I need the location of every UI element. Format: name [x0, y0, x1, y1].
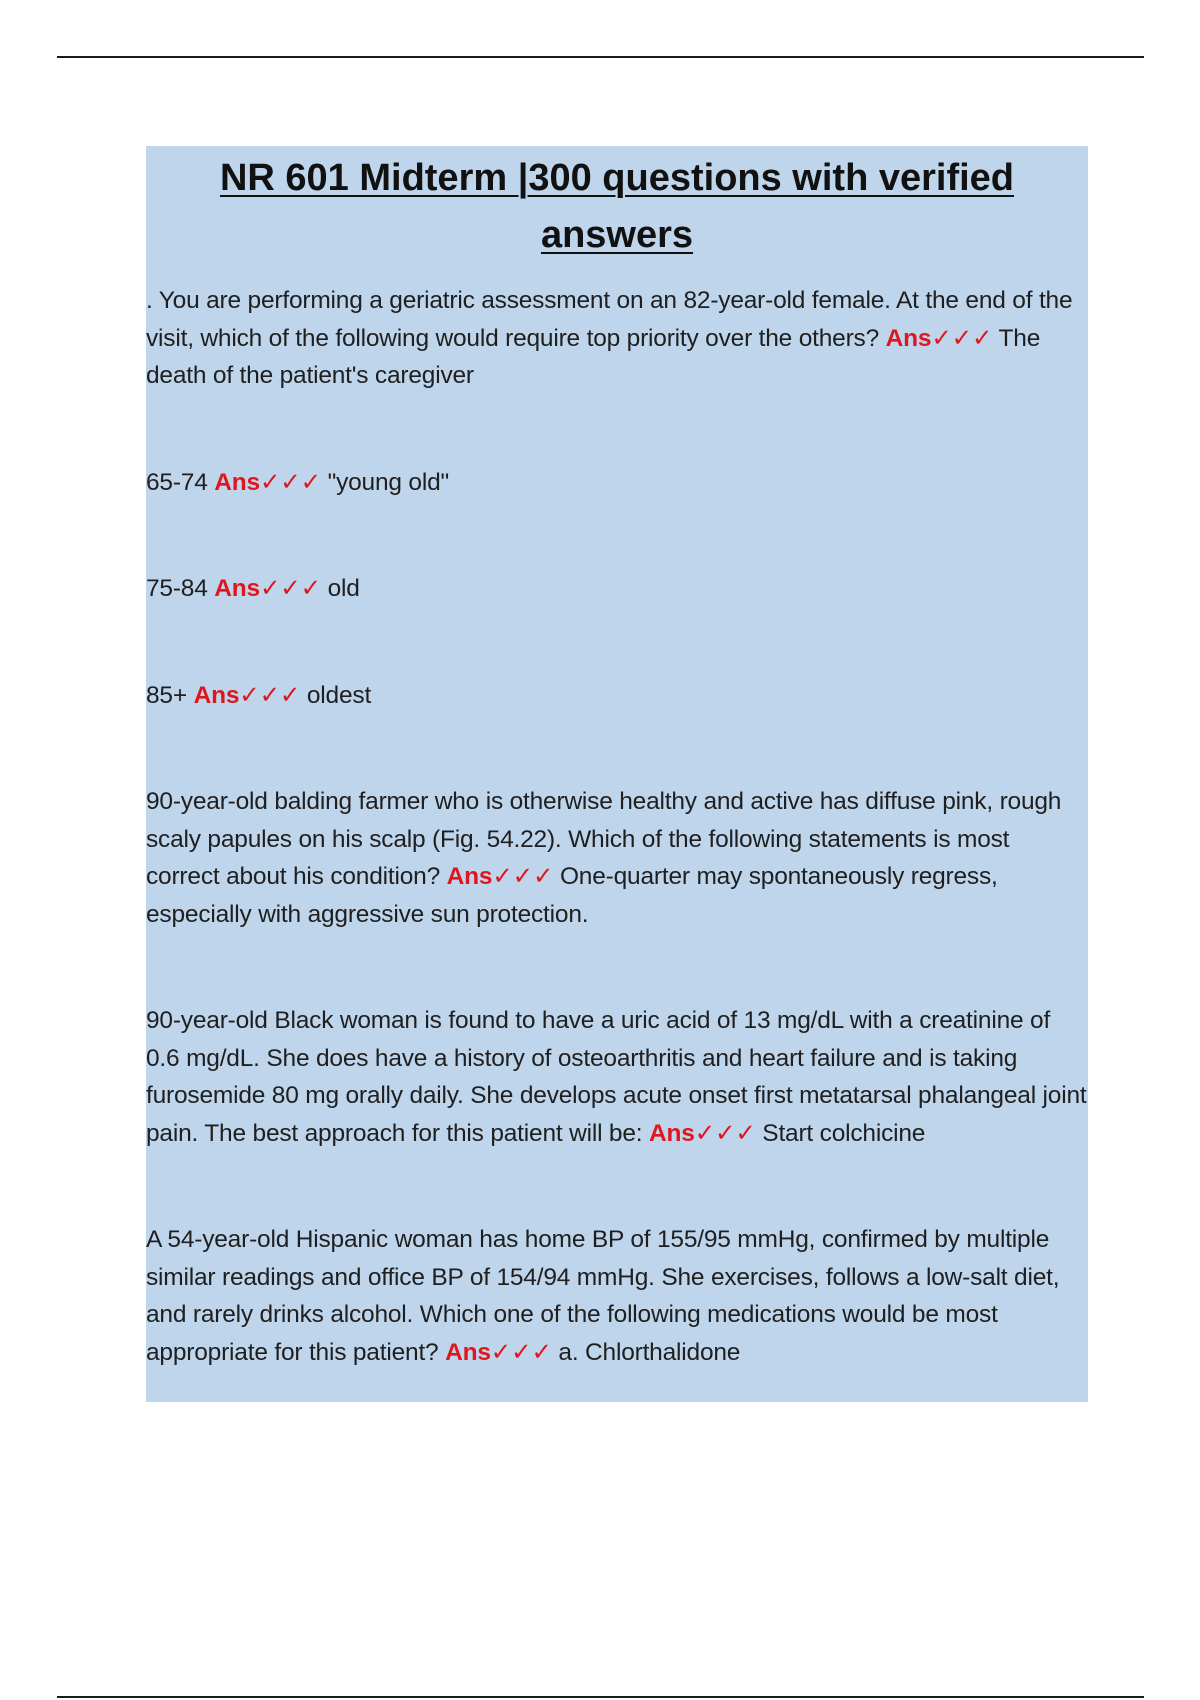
question-text: 75-84 — [146, 575, 208, 602]
check-marks: ✓✓✓ — [239, 681, 301, 709]
question-text: 65-74 — [146, 468, 208, 496]
highlighted-content — [146, 146, 1088, 1402]
answer-text: old — [327, 575, 360, 602]
question-text: 90-year-old balding farmer who is otherwise healthy and active has diffuse pink, rough scaly papules on his scalp (Fig. 54.22). Which of the following statements is most correct about his condition? — [146, 788, 1062, 890]
check-marks: ✓✓✓ — [694, 1119, 756, 1147]
answer-text: a. Chlorthalidone — [558, 1338, 741, 1366]
qa-item — [146, 783, 1088, 933]
check-marks: ✓✓✓ — [259, 575, 321, 602]
answer-label: Ans — [214, 575, 260, 602]
answer-text: "young old" — [327, 468, 450, 496]
qa-item — [146, 1002, 1088, 1152]
qa-item — [146, 282, 1088, 395]
answer-label: Ans — [214, 468, 260, 496]
qa-item — [146, 464, 1088, 502]
check-marks: ✓✓✓ — [259, 468, 321, 496]
answer-label: Ans — [446, 863, 493, 890]
document-title: NR 601 Midterm |300 questions with verified answers — [219, 157, 1015, 256]
answer-label: Ans — [885, 324, 932, 352]
check-marks: ✓✓✓ — [492, 863, 554, 890]
answer-text: oldest — [306, 681, 372, 709]
question-text: 85+ — [146, 681, 187, 709]
answer-label: Ans — [649, 1119, 695, 1147]
question-text: A 54-year-old Hispanic woman has home BP of 155/95 mmHg, confirmed by multiple similar readings and office BP of 154/94 mmHg. She exercises, follows a low-salt diet, and rarely drinks alcohol. Which one of the following medications would be most appropriate for this patient? — [146, 1226, 1060, 1366]
footer-rule — [57, 1696, 1144, 1698]
answer-text: The death of the patient's caregiver — [146, 324, 1041, 389]
qa-item — [146, 677, 1088, 715]
check-marks: ✓✓✓ — [931, 324, 993, 352]
header-rule — [57, 56, 1144, 58]
question-text: 90-year-old Black woman is found to have a uric acid of 13 mg/dL with a creatinine of 0.6 mg/dL. She does have a history of osteoarthritis and heart failure and is taking furosemide 80 mg orally daily. She develops acute onset first metatarsal phalangeal joint pain. The best approach for this patient will be: — [146, 1007, 1087, 1147]
answer-text: Start colchicine — [762, 1119, 926, 1147]
answer-label: Ans — [193, 681, 240, 709]
qa-item — [146, 570, 1088, 608]
qa-item — [146, 1221, 1088, 1371]
answer-text: One-quarter may spontaneously regress, especially with aggressive sun protection. — [146, 863, 998, 928]
qa-list — [146, 282, 1088, 1371]
check-marks: ✓✓✓ — [490, 1338, 552, 1366]
answer-label: Ans — [445, 1338, 491, 1366]
question-text: . You are performing a geriatric assessment on an 82-year-old female. At the end of the visit, which of the following would require top priority over the others? — [146, 287, 1073, 352]
